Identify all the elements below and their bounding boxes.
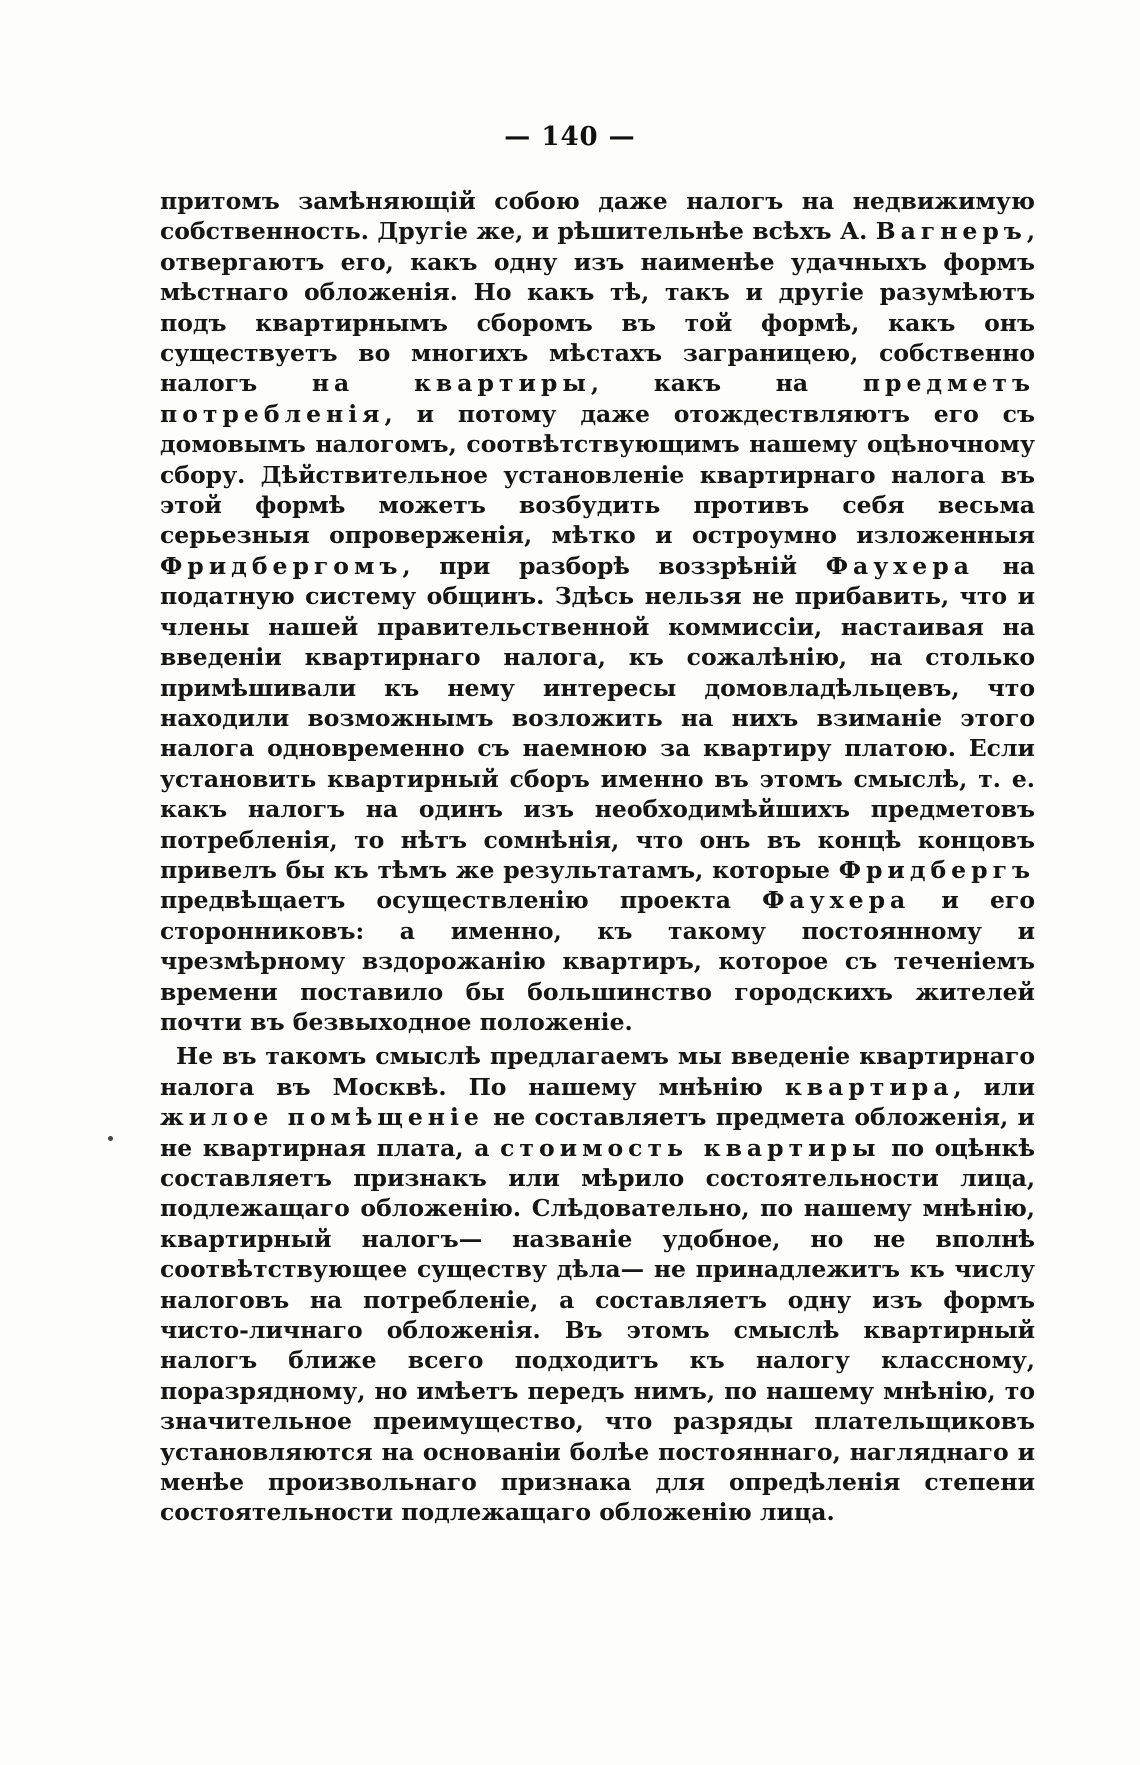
page-number: — 140 — xyxy=(504,122,636,152)
body-text xyxy=(160,186,1035,1528)
spaced-name: Фаухера xyxy=(762,886,911,915)
paragraph-2 xyxy=(160,1041,1035,1528)
text-segment: , какъ на xyxy=(590,369,863,398)
text-segment: притомъ замѣняющій собою даже налогъ на недвижимую собственность. Другіе же, и рѣшительнѣе всѣхъ А. xyxy=(160,187,1035,246)
scan-speck xyxy=(108,1136,113,1141)
text-segment: , при разборѣ воззрѣній xyxy=(402,551,826,580)
text-segment: предвѣщаетъ осуществленію проекта xyxy=(160,886,763,915)
text-segment: на податную систему общинъ. Здѣсь нельзя не прибавить, что и члены нашей правительственной коммиссіи, настаивая на введеніи квартирнаго налога, къ сожалѣнію, на столько примѣшивали къ нему интересы домовладѣльцевъ, что находили возможнымъ возложить на нихъ взиманіе этого налога одновременно съ наемною за квартиру платою. Если установить квартирный сборъ именно въ этомъ смыслѣ, т. е. какъ налогъ на одинъ изъ необходимѣйшихъ предметовъ потребленія, то нѣтъ сомнѣнія, что онъ въ концѣ концовъ привелъ бы къ тѣмъ же результатамъ, которые xyxy=(160,551,1035,884)
text-segment: по оцѣнкѣ составляетъ признакъ или мѣрило состоятельности лица, подлежащаго обложенію. Слѣдовательно, по нашему мнѣнію, квартирный налогъ— названіе удобное, но не вполнѣ соотвѣтствующее существу дѣла— не принадлежитъ къ числу налоговъ на потребленіе, а составляетъ одну изъ формъ чисто-личнаго обложенія. Въ этомъ смыслѣ квартирный налогъ ближе всего подходитъ къ налогу классному, поразрядному, но имѣетъ передъ нимъ, по нашему мнѣнію, то значительное преимущество, что разряды плательщиковъ установляются на основаніи болѣе постояннаго, нагляднаго и менѣе произвольнаго признака для опредѣленія степени состоятельности подлежащаго обложенію лица. xyxy=(160,1133,1035,1527)
text-segment: не составляетъ предмета обложенія, и не квартирная плата, а xyxy=(160,1103,1035,1162)
spaced-term: стоимость квартиры xyxy=(500,1133,881,1162)
text-segment: Не въ такомъ смыслѣ предлагаемъ мы введеніе квартирнаго налога въ Москвѣ. По нашему мнѣнію xyxy=(160,1042,1035,1101)
paragraph-1 xyxy=(160,186,1035,1037)
text-segment: , или xyxy=(953,1072,1036,1101)
spaced-term: квартира xyxy=(784,1072,954,1101)
spaced-name: Фридбергъ xyxy=(838,855,1035,884)
spaced-term: предметъ потребленія xyxy=(160,369,1036,428)
text-segment: и его сторонниковъ: а именно, къ такому постоянному и чрезмѣрному вздорожанію квартиръ, которое съ теченіемъ времени поставило бы большинство городскихъ жителей почти въ безвыходное положеніе. xyxy=(160,886,1035,1036)
spaced-term: на квартиры xyxy=(311,369,591,398)
spaced-name: Фридбергомъ xyxy=(160,551,403,580)
spaced-name: Вагнеръ xyxy=(875,217,1027,246)
text-segment: , отвергаютъ его, какъ одну изъ наименѣе удачныхъ формъ мѣстнаго обложенія. Но какъ тѣ, такъ и другіе разумѣютъ подъ квартирнымъ сборомъ въ той формѣ, какъ онъ существуетъ во многихъ мѣстахъ заграницею, собственно налогъ xyxy=(160,217,1035,398)
spaced-term: жилое помѣщеніе xyxy=(160,1103,484,1132)
spaced-name: Фаухера xyxy=(825,551,974,580)
text-segment: , и потому даже отождествляютъ его съ домовымъ налогомъ, соотвѣтствующимъ нашему оцѣночному сбору. Дѣйствительное установленіе квартирнаго налога въ этой формѣ можетъ возбудить противъ себя весьма серьезныя опроверженія, мѣтко и остроумно изложенныя xyxy=(160,399,1035,550)
